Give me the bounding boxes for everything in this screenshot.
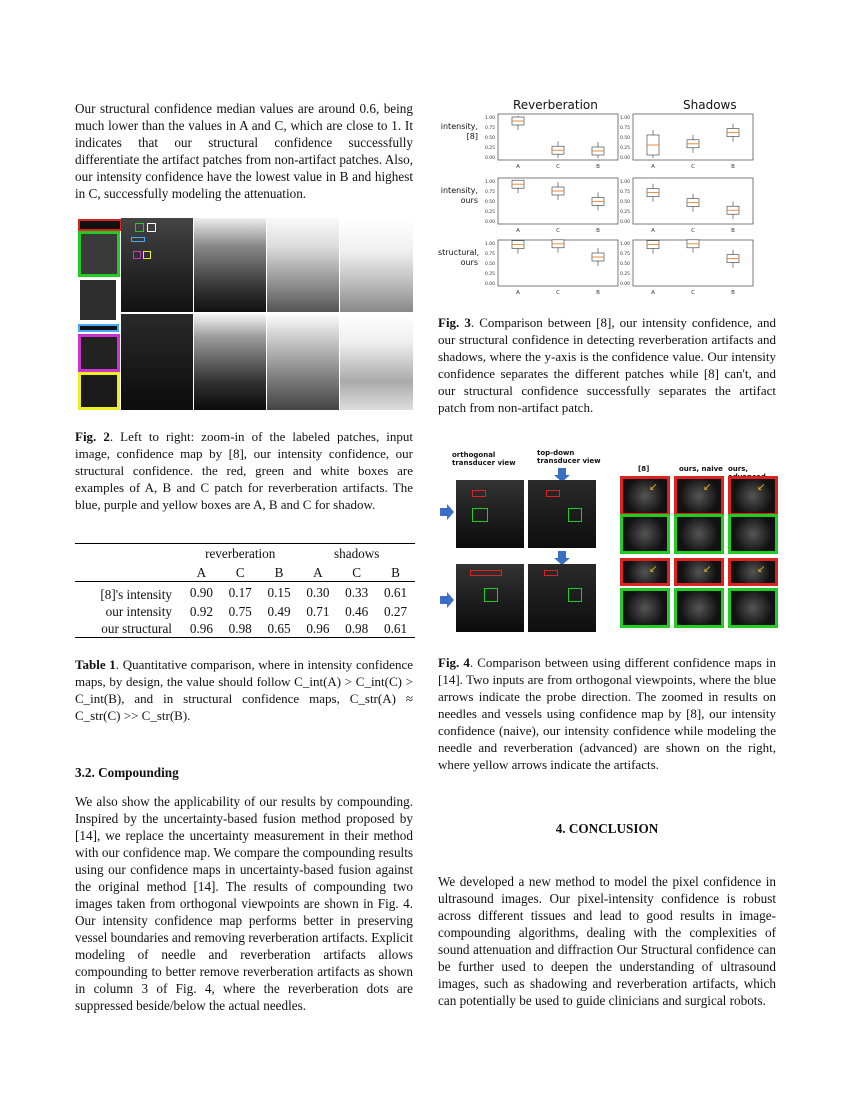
vessel-box — [568, 508, 582, 522]
fig2-intensity-conf-bottom — [267, 314, 339, 410]
probe-arrow-down-icon — [554, 551, 570, 565]
fig3-caption-text: . Comparison between [8], our intensity confidence, and our structural confidence in detecting reverberation artifacts and shadows, where the y-axis is the confidence value. Our intensity confidence separates the different patches while [8] can't, and our structural confidence successfully separates the artifact patch from non-artifact patch. — [438, 315, 776, 415]
y-tick-label: 0.25 — [484, 146, 495, 151]
vessel-box — [568, 588, 582, 602]
fig4-orthogonal-image-bottom — [456, 564, 524, 632]
artifact-arrow-icon: ↙ — [649, 482, 658, 493]
sub-header: A — [182, 564, 221, 582]
x-tick-label: C — [556, 228, 560, 234]
fig2-caption-text: . Left to right: zoom-in of the labeled patches, input image, confidence map by [8], our intensity confidence, our structural confidence. the red, green and white boxes are examples of A, B and C patch for reverberation artifacts. The blue, purple and yellow boxes are A, B and C for shadow. — [75, 429, 413, 512]
needle-box — [470, 570, 502, 576]
y-tick-label: 0.75 — [484, 126, 495, 131]
patch-purple — [78, 334, 120, 372]
fig3-title-shadows: Shadows — [683, 98, 737, 112]
zoom-patch — [674, 588, 724, 628]
group-header-reverberation: reverberation — [182, 544, 298, 565]
y-tick-label: 1.00 — [484, 242, 495, 247]
y-tick-label: 1.00 — [619, 242, 630, 247]
cell: 0.65 — [260, 620, 299, 638]
right-para — [438, 873, 776, 1009]
artifact-arrow-icon: ↙ — [703, 482, 712, 493]
x-tick-label: B — [596, 290, 600, 296]
cell: 0.71 — [306, 603, 330, 619]
fig4-label-naive: ours, naive — [679, 465, 723, 473]
x-tick-label: B — [596, 228, 600, 234]
section-3-2-title: 3.2. Compounding — [75, 765, 179, 780]
y-tick-label: 1.00 — [484, 180, 495, 185]
fig2-intensity-conf-top — [267, 218, 339, 312]
fig3-boxplots — [438, 98, 778, 298]
cell: 0.30 — [306, 584, 330, 600]
cell: 0.96 — [298, 620, 337, 638]
vessel-box — [472, 508, 488, 522]
fig4-label-advanced: ours, — [728, 465, 749, 473]
probe-arrow-right-icon — [440, 592, 454, 608]
row-label: our intensity — [105, 603, 172, 619]
fig2-input-image-bottom — [121, 314, 193, 410]
zoom-patch — [620, 476, 670, 516]
sub-header: A — [298, 564, 337, 582]
figure-2 — [77, 218, 413, 410]
fig2-caption-label: Fig. 2 — [75, 429, 110, 444]
table-1 — [75, 543, 415, 638]
row-label: our structural — [75, 620, 182, 638]
cell: 0.27 — [384, 603, 408, 619]
zoom-patch — [728, 514, 778, 554]
zoom-patch — [674, 558, 724, 586]
sub-header: B — [260, 564, 299, 582]
needle-box — [546, 490, 560, 497]
y-tick-label: 0.25 — [484, 210, 495, 215]
box-blue — [131, 237, 145, 242]
fig4-caption-text: . Comparison between using different confidence maps in [14]. Two inputs are from orthogonal viewpoints, where the blue arrows indicate the probe direction. The zoomed in results on needles and vessels using confidence map by [8], our intensity confidence (naive), our intensity confidence while modeling the needle and reverberation (advanced) are shown on the right, where yellow arrows indicate the artifacts. — [438, 655, 776, 772]
y-tick-label: 0.00 — [484, 282, 495, 287]
y-tick-label: 0.00 — [484, 220, 495, 225]
patch-blue — [78, 324, 119, 332]
patch-green — [78, 231, 120, 277]
sub-header: C — [221, 564, 260, 582]
sub-header: C — [337, 564, 376, 582]
cell: 0.75 — [228, 603, 252, 619]
y-tick-label: 0.50 — [619, 262, 630, 267]
fig2-conf-map-8-top — [194, 218, 266, 312]
y-tick-label: 1.00 — [619, 116, 630, 121]
left-para-2 — [75, 793, 413, 1014]
cell: 0.61 — [376, 620, 415, 638]
row-label: [8]'s intensity — [100, 586, 172, 602]
y-tick-label: 0.75 — [619, 126, 630, 131]
artifact-arrow-icon: ↙ — [703, 564, 712, 575]
y-tick-label: 0.00 — [619, 156, 630, 161]
table-row — [75, 603, 415, 620]
x-tick-label: A — [651, 164, 655, 170]
patch-red — [78, 219, 122, 231]
fig2-caption — [75, 428, 413, 513]
fig4-topdown-image-bottom — [528, 564, 596, 632]
cell: 0.92 — [189, 603, 213, 619]
fig2-input-image-top — [121, 218, 193, 312]
x-tick-label: C — [556, 290, 560, 296]
x-tick-label: A — [516, 290, 520, 296]
cell: 0.46 — [345, 603, 369, 619]
zoom-patch — [674, 514, 724, 554]
patch-white — [80, 280, 116, 320]
fig3-row-label-1: intensity, [8] — [440, 122, 478, 141]
zoom-patch — [620, 558, 670, 586]
quantitative-table — [75, 543, 415, 638]
fig2-patch-column — [77, 218, 119, 410]
fig3-title-reverberation: Reverberation — [513, 98, 598, 112]
y-tick-label: 0.75 — [619, 252, 630, 257]
y-tick-label: 0.50 — [619, 200, 630, 205]
cell: 0.33 — [345, 584, 369, 600]
x-tick-label: C — [691, 228, 695, 234]
left-para-1 — [75, 100, 413, 202]
needle-box — [544, 570, 558, 576]
x-tick-label: C — [556, 164, 560, 170]
x-tick-label: B — [731, 164, 735, 170]
cell: 0.98 — [221, 620, 260, 638]
cell: 0.49 — [267, 603, 291, 619]
fig3-caption-label: Fig. 3 — [438, 315, 471, 330]
y-tick-label: 0.50 — [484, 262, 495, 267]
table1-caption-text: . Quantitative comparison, where in intensity confidence maps, by design, the value should follow C_int(A) > C_int(C) > C_int(B), and in structural confidence maps, C_str(A) ≈ C_str(C) >> C_str(B). — [75, 657, 413, 723]
y-tick-label: 0.50 — [619, 136, 630, 141]
zoom-patch — [728, 558, 778, 586]
table1-caption — [75, 656, 413, 724]
y-tick-label: 0.25 — [484, 272, 495, 277]
y-tick-label: 0.75 — [484, 252, 495, 257]
y-tick-label: 0.00 — [619, 220, 630, 225]
y-tick-label: 0.25 — [619, 146, 630, 151]
figure-3 — [438, 98, 778, 298]
fig3-row-label-3: structural, ours — [438, 248, 480, 267]
paragraph-structural-confidence: Our structural confidence median values are around 0.6, being much lower than the values in A and C, which are close to 1. It indicates that our structural confidence successfully differentiate the artifact patches from non-artifact patches. Also, our intensity confidence have the lowest value in B and highest in C, successfully modeling the attenuation. — [75, 101, 413, 201]
paragraph-conclusion: We developed a new method to model the pixel confidence in ultrasound images. Our pixel-intensity confidence is robust across different tissues and lead to good results in image-compounding algorithms, dealing with the complexities of sound attenuation and diffraction Our Structural confidence can be further used to deepen the understanding of ultrasound images, such as shadowing and reverberation artifacts, which can potentially be used to guide clinicians and surgical robots. — [438, 874, 776, 1008]
artifact-arrow-icon: ↙ — [757, 482, 766, 493]
box-white — [147, 223, 156, 232]
x-tick-label: B — [731, 228, 735, 234]
fig4-topdown-image-top — [528, 480, 596, 548]
y-tick-label: 0.25 — [619, 272, 630, 277]
group-header-shadows: shadows — [298, 544, 415, 565]
y-tick-label: 0.00 — [484, 156, 495, 161]
fig4-label-topdown: top-down transducer view — [537, 449, 601, 465]
zoom-patch — [728, 588, 778, 628]
probe-arrow-right-icon — [440, 504, 454, 520]
table1-caption-label: Table 1 — [75, 657, 116, 672]
figure-4 — [438, 446, 776, 636]
box-yellow — [143, 251, 151, 259]
y-tick-label: 0.00 — [619, 282, 630, 287]
y-tick-label: 0.75 — [484, 190, 495, 195]
y-tick-label: 0.25 — [619, 210, 630, 215]
zoom-patch — [674, 476, 724, 516]
x-tick-label: C — [691, 164, 695, 170]
paragraph-compounding: We also show the applicability of our results by compounding. Inspired by the uncertainty-based fusion method proposed by [14], we replace the uncertainty measurement in their method with our confidence map. We compare the compounding results using our confidence maps in uncertainty-based fusion against the original method [14]. The results of compounding two images taken from orthogonal viewpoints are shown in Fig. 4. Our intensity confidence map performs better in preserving vessel boundaries and removing reverberation artifacts. Explicit modeling of needle and reverberation artifacts allows compounding to better remove reverberation artifacts as shown in column 3 of Fig. 4, where the reverberation dots are suppressed beside/below the actual needles. — [75, 794, 413, 1013]
fig4-caption — [438, 654, 776, 773]
zoom-patch — [620, 514, 670, 554]
patch-yellow — [78, 372, 120, 410]
fig4-orthogonal-image-top — [456, 480, 524, 548]
fig3-row-label-2: intensity, ours — [440, 186, 478, 205]
cell: 0.96 — [182, 620, 221, 638]
fig2-conf-map-8-bottom — [194, 314, 266, 410]
y-tick-label: 1.00 — [484, 116, 495, 121]
fig2-structural-conf-top — [340, 218, 413, 312]
box-purple — [133, 251, 141, 259]
artifact-arrow-icon: ↙ — [649, 564, 658, 575]
x-tick-label: A — [516, 164, 520, 170]
x-tick-label: B — [596, 164, 600, 170]
cell: 0.15 — [267, 584, 291, 600]
y-tick-label: 0.50 — [484, 200, 495, 205]
vessel-box — [484, 588, 498, 602]
x-tick-label: A — [516, 228, 520, 234]
section-4-title: 4. CONCLUSION — [555, 821, 659, 836]
fig4-caption-label: Fig. 4 — [438, 655, 470, 670]
zoom-patch — [620, 588, 670, 628]
needle-box — [472, 490, 486, 497]
y-tick-label: 0.50 — [484, 136, 495, 141]
y-tick-label: 1.00 — [619, 180, 630, 185]
x-tick-label: B — [731, 290, 735, 296]
cell: 0.61 — [384, 584, 408, 600]
x-tick-label: C — [691, 290, 695, 296]
fig4-label-8: [8] — [638, 465, 650, 473]
fig4-label-orthogonal: orthogonal transducer view — [452, 451, 516, 467]
x-tick-label: A — [651, 228, 655, 234]
artifact-arrow-icon: ↙ — [757, 564, 766, 575]
zoom-patch — [728, 476, 778, 516]
table-row — [75, 582, 415, 604]
cell: 0.90 — [189, 584, 213, 600]
fig2-structural-conf-bottom — [340, 314, 413, 410]
y-tick-label: 0.75 — [619, 190, 630, 195]
box-green — [135, 223, 144, 232]
cell: 0.17 — [228, 584, 252, 600]
sub-header: B — [376, 564, 415, 582]
x-tick-label: A — [651, 290, 655, 296]
table-row — [75, 620, 415, 638]
fig3-caption — [438, 314, 776, 416]
cell: 0.98 — [337, 620, 376, 638]
